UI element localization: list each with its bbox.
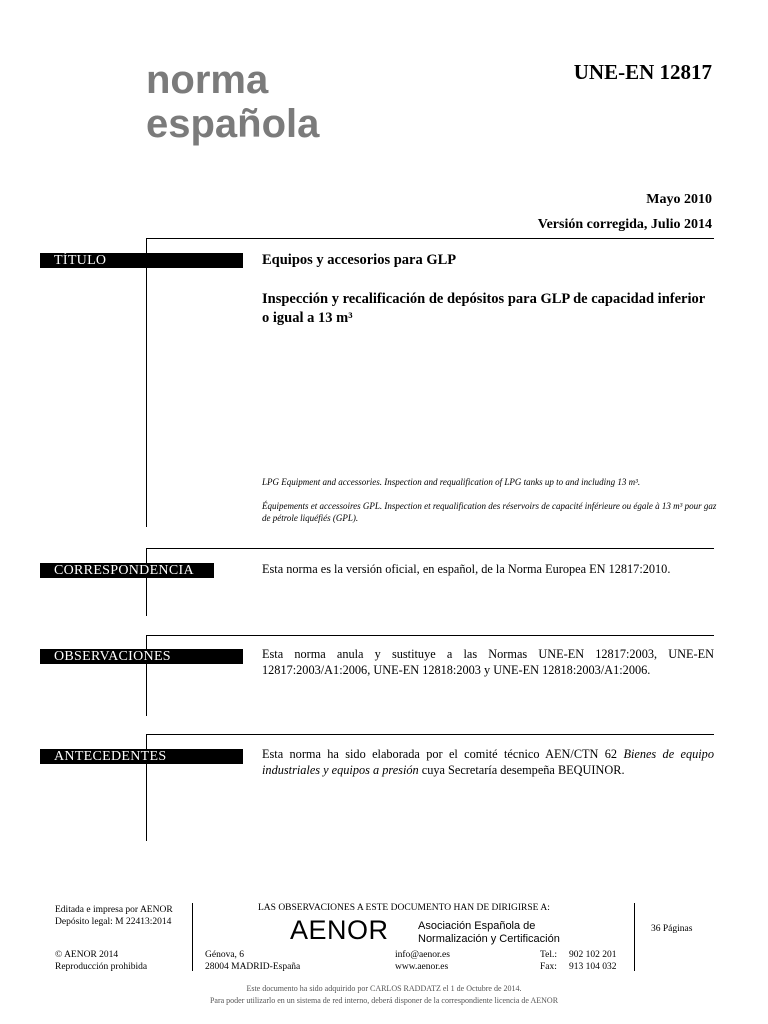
tel-label: Tel.:: [540, 950, 558, 960]
antecedentes-text-2: cuya Secretaría desempeña BEQUINOR.: [418, 763, 625, 777]
vline-titulo: [146, 238, 147, 527]
fax-number: 913 104 032: [569, 962, 617, 972]
title-french: Équipements et accessoires GPL. Inspection et requalification des réservoirs de capacité inférieure ou égale à 13 m³ pour gaz de pétrole liquéfiés (GPL).: [262, 501, 717, 523]
footer-email: info@aenor.es: [395, 950, 450, 960]
standard-code: UNE-EN 12817: [573, 60, 712, 84]
license-line-1: Este documento ha sido adquirido por CARLOS RADDATZ el 1 de Octubre de 2014.: [246, 984, 522, 993]
page-count: 36 Páginas: [651, 924, 693, 934]
association-line-2: Normalización y Certificación: [418, 932, 560, 945]
address-line-2: 28004 MADRID-España: [205, 962, 301, 972]
brand-line-1: norma: [146, 58, 269, 102]
antecedentes-text: [262, 746, 714, 778]
section-label-titulo: TÍTULO: [40, 253, 243, 268]
publication-date: Mayo 2010: [646, 192, 712, 207]
document-subtitle: Inspección y recalificación de depósitos para GLP de capacidad inferior o igual a 13 m³: [262, 291, 705, 326]
footer-reproduction: Reproducción prohibida: [55, 962, 148, 972]
divider-correspondencia: [146, 548, 714, 549]
tel-number: 902 102 201: [569, 950, 617, 960]
footer-phone-values: [569, 949, 617, 973]
document-title: Equipos y accesorios para GLP: [262, 252, 457, 268]
footer-contact: [395, 949, 450, 973]
aenor-logo: AENOR: [290, 915, 389, 945]
divider-antecedentes: [146, 734, 714, 735]
version-note: Versión corregida, Julio 2014: [537, 217, 712, 232]
aenor-association: [418, 920, 560, 945]
footer-divider-right: [634, 903, 635, 971]
association-line-1: Asociación Española de: [418, 920, 536, 932]
footer-phone-labels: [540, 949, 557, 973]
brand-line-2: española: [146, 102, 320, 146]
footer-copyright-block: [55, 949, 147, 973]
vline-correspondencia: [146, 548, 147, 616]
antecedentes-committee: Bienes de equipo industriales y equipos a presión: [262, 747, 714, 777]
correspondencia-text: Esta norma es la versión oficial, en español, de la Norma Europea EN 12817:2010.: [262, 562, 671, 576]
footer-edited: Editada e impresa por AENOR: [55, 905, 173, 915]
license-line-2: Para poder utilizarlo en un sistema de red interno, deberá disponer de la correspondiente licencia de AENOR: [209, 996, 559, 1005]
footer-copyright: © AENOR 2014: [55, 950, 119, 960]
address-line-1: Génova, 6: [205, 950, 245, 960]
title-english: LPG Equipment and accessories. Inspection and requalification of LPG tanks up to and including 13 m³.: [262, 477, 641, 487]
fax-label: Fax:: [540, 962, 557, 972]
footer-address: [205, 949, 300, 973]
section-label-correspondencia: CORRESPONDENCIA: [40, 563, 214, 578]
footer-observations-note: LAS OBSERVACIONES A ESTE DOCUMENTO HAN DE DIRIGIRSE A:: [258, 903, 550, 913]
section-label-observaciones: OBSERVACIONES: [40, 649, 243, 664]
footer-deposit: Depósito legal: M 22413:2014: [55, 917, 172, 927]
brand-title: [146, 58, 319, 146]
divider-observaciones: [146, 635, 714, 636]
footer-divider-left: [192, 903, 193, 971]
footer-web: www.aenor.es: [395, 962, 449, 972]
observaciones-text: Esta norma anula y sustituye a las Normas UNE-EN 12817:2003, UNE-EN 12817:2003/A1:2006, UNE-EN 12818:2003 y UNE-EN 12818:2003/A1:2006.: [262, 647, 714, 677]
divider-titulo: [146, 238, 714, 239]
vline-observaciones: [146, 635, 147, 716]
section-label-antecedentes: ANTECEDENTES: [40, 749, 243, 764]
antecedentes-text-1: Esta norma ha sido elaborada por el comité técnico AEN/CTN 62: [262, 747, 624, 761]
footer-edited-block: [55, 904, 173, 928]
